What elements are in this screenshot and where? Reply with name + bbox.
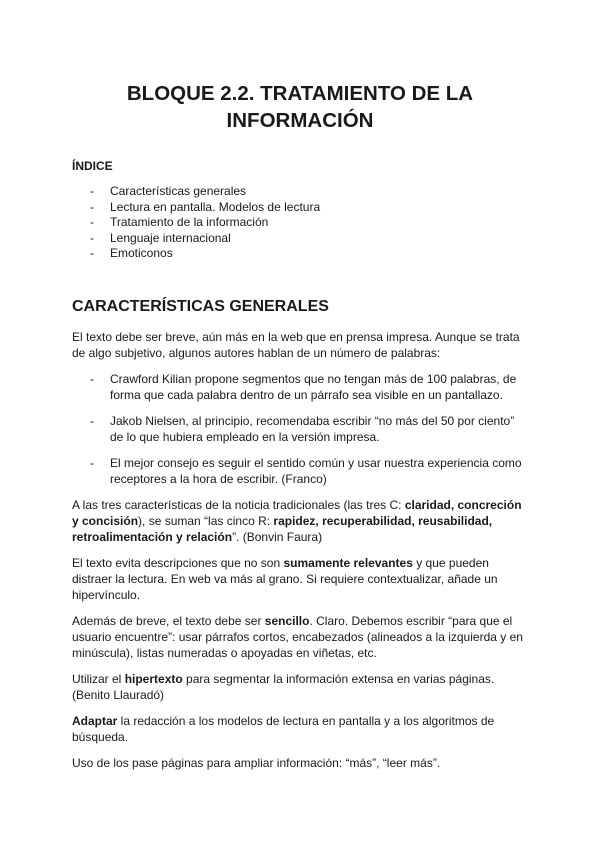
paragraph-adaptar (72, 713, 528, 745)
bullet-item (72, 413, 528, 445)
index-item (72, 184, 528, 200)
index-item (72, 200, 528, 216)
bullet-item (72, 455, 528, 487)
index-heading: ÍNDICE (72, 159, 113, 173)
text-run: Además de breve, el texto debe ser (72, 613, 265, 628)
index-item (72, 215, 528, 231)
bullet-text: Crawford Kilian propone segmentos que no tengan más de 100 palabras, de forma que cada palabra dentro de un párrafo sea visible en un pantallazo. (110, 371, 517, 402)
dash-marker: - (90, 455, 94, 470)
index-item (72, 246, 528, 262)
title-line-2: INFORMACIÓN (226, 109, 374, 132)
title-line-1: BLOQUE 2.2. TRATAMIENTO DE LA (126, 82, 474, 105)
dash-marker: - (90, 230, 94, 245)
text-run: ”. (Bonvin Faura) (232, 529, 323, 544)
dash-marker: - (90, 413, 94, 428)
bold-text: rapidez, recuperabilidad, reusabilidad, retroalimentación y relación (72, 513, 493, 544)
index-item-label: Tratamiento de la información (110, 215, 269, 230)
bold-text: Adaptar (72, 713, 118, 728)
text-run: El texto evita descripciones que no son (72, 555, 284, 570)
dash-marker: - (90, 246, 94, 261)
index-item-label: Lectura en pantalla. Modelos de lectura (110, 199, 321, 214)
bold-text: claridad, concreción y concisión (72, 497, 522, 528)
paragraph-descripciones (72, 555, 528, 603)
bullet-text: Jakob Nielsen, al principio, recomendaba escribir “no más del 50 por ciento” de lo que hubiera empleado en la versión impresa. (110, 413, 515, 444)
document-page (72, 80, 528, 771)
bold-text: sumamente relevantes (283, 555, 413, 570)
text-run: . Claro. Debemos escribir “para que el usuario encuentre”: usar párrafos cortos, encabezados (alineados a la izquierda y en minúscula), listas numeradas o apoyadas en viñetas, etc. (72, 613, 523, 660)
bold-text: sencillo (264, 613, 310, 628)
paragraph-pase-paginas: Uso de los pase páginas para ampliar información: “más”, “leer más”. (72, 755, 441, 770)
index-item-label: Características generales (110, 184, 247, 198)
index-item-label: Lenguaje internacional (110, 230, 231, 245)
index-item (72, 231, 528, 247)
text-run: y que pueden distraer la lectura. En web va más al grano. Si requiere contextualizar, añade un hipervínculo. (72, 555, 498, 602)
dash-marker: - (90, 215, 94, 230)
document-title (72, 80, 528, 134)
dash-marker: - (90, 371, 94, 386)
bullet-text: El mejor consejo es seguir el sentido común y usar nuestra experiencia como receptores a la hora de escribir. (Franco) (110, 455, 522, 486)
dash-marker: - (90, 184, 94, 198)
bullet-item (72, 371, 528, 403)
text-run: ), se suman “las cinco R: (138, 513, 274, 528)
index-list (72, 184, 528, 262)
text-run: A las tres características de la noticia tradicionales (las tres C: (72, 497, 405, 512)
paragraph-hipertexto (72, 671, 528, 703)
bold-text: hipertexto (124, 671, 183, 686)
paragraph-tres-c (72, 497, 528, 545)
text-run: Utilizar el (72, 671, 125, 686)
text-run: la redacción a los modelos de lectura en pantalla y a los algoritmos de búsqueda. (72, 713, 495, 744)
paragraph-sencillo (72, 613, 528, 661)
section-heading: CARACTERÍSTICAS GENERALES (72, 297, 329, 315)
intro-paragraph: El texto debe ser breve, aún más en la web que en prensa impresa. Aunque se trata de algo subjetivo, algunos autores hablan de un número de palabras: (72, 329, 520, 360)
text-run: para segmentar la información extensa en varias páginas. (Benito Llauradó) (72, 671, 495, 702)
index-item-label: Emoticonos (110, 246, 173, 261)
dash-marker: - (90, 199, 94, 214)
bullet-list (72, 371, 528, 487)
